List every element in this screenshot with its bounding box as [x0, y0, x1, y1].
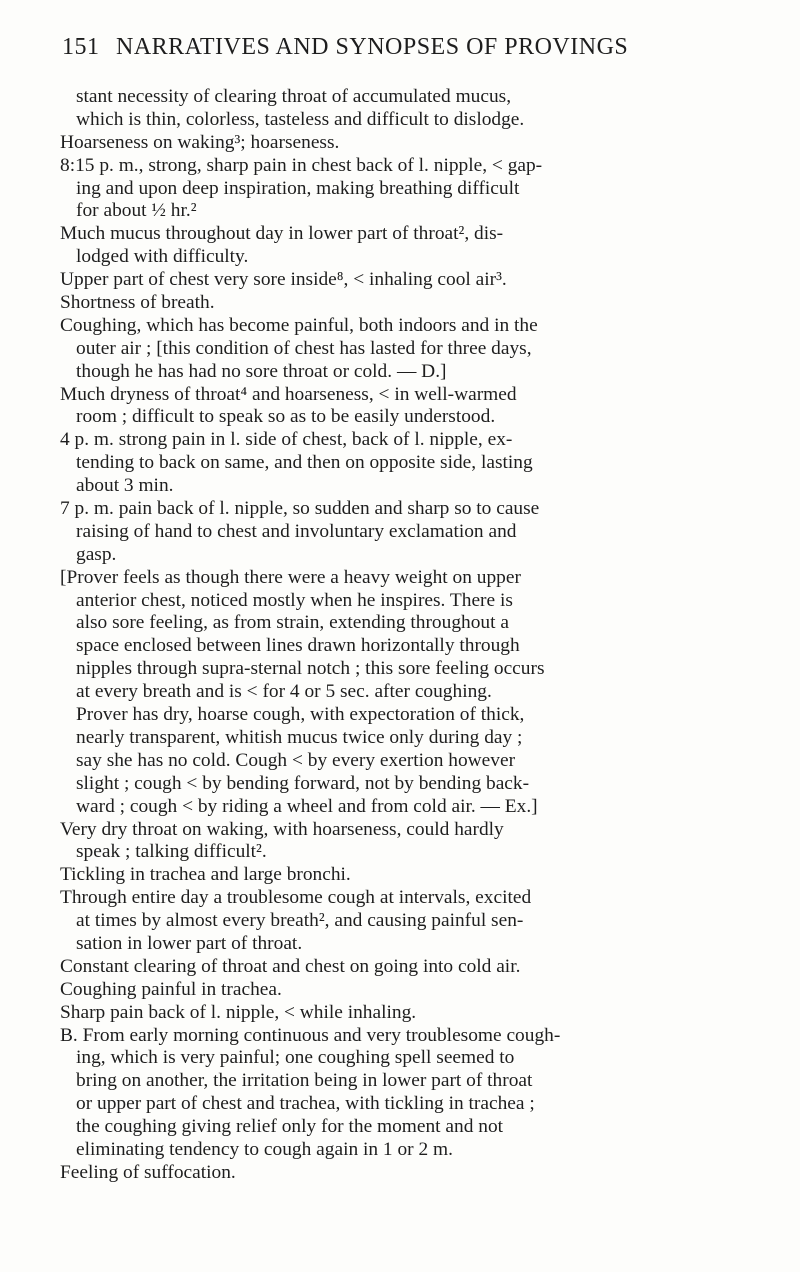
running-header: [62, 34, 762, 61]
text-line: the coughing giving relief only for the moment and not: [76, 1116, 504, 1138]
text-line: Much mucus throughout day in lower part of throat², dis-: [60, 223, 504, 245]
text-line: nearly transparent, whitish mucus twice only during day ;: [76, 726, 523, 748]
text-line: ing and upon deep inspiration, making breathing difficult: [76, 177, 520, 199]
page-number: 151: [62, 34, 100, 60]
text-line: or upper part of chest and trachea, with tickling in trachea ;: [76, 1093, 535, 1115]
text-line: Sharp pain back of l. nipple, < while inhaling.: [60, 1001, 417, 1023]
text-line: Through entire day a troublesome cough at intervals, excited: [60, 887, 532, 909]
text-line: Feeling of suffocation.: [60, 1161, 236, 1183]
text-line: raising of hand to chest and involuntary exclamation and: [76, 520, 517, 542]
text-line: 8:15 p. m., strong, sharp pain in chest back of l. nipple, < gap-: [60, 154, 543, 176]
text-line: anterior chest, noticed mostly when he inspires. There is: [76, 589, 513, 611]
text-line: Upper part of chest very sore inside⁸, < inhaling cool air³.: [60, 269, 507, 291]
text-line: B. From early morning continuous and very troublesome cough-: [60, 1024, 561, 1046]
text-line: gasp.: [76, 543, 117, 565]
text-line: Constant clearing of throat and chest on going into cold air.: [60, 955, 521, 977]
text-line: also sore feeling, as from strain, extending throughout a: [76, 612, 509, 634]
text-line: sation in lower part of throat.: [76, 932, 303, 954]
text-line: bring on another, the irritation being in lower part of throat: [76, 1070, 533, 1092]
text-line: eliminating tendency to cough again in 1 or 2 m.: [76, 1138, 453, 1160]
text-line: Much dryness of throat⁴ and hoarseness, < in well-warmed: [60, 383, 517, 405]
text-line: for about ½ hr.²: [76, 200, 197, 222]
text-line: about 3 min.: [76, 475, 174, 497]
text-line: nipples through supra-sternal notch ; this sore feeling occurs: [76, 658, 545, 680]
text-line: [Prover feels as though there were a heavy weight on upper: [60, 566, 521, 588]
text-line: which is thin, colorless, tasteless and difficult to dislodge.: [76, 108, 525, 130]
text-line: Coughing painful in trachea.: [60, 978, 282, 1000]
text-line: at every breath and is < for 4 or 5 sec. after coughing.: [76, 681, 492, 703]
text-line: 4 p. m. strong pain in l. side of chest, back of l. nipple, ex-: [60, 429, 513, 451]
text-line: space enclosed between lines drawn horizontally through: [76, 635, 520, 657]
text-line: ing, which is very painful; one coughing spell seemed to: [76, 1047, 515, 1069]
text-line: Prover has dry, hoarse cough, with expectoration of thick,: [76, 704, 525, 726]
running-title: NARRATIVES AND SYNOPSES OF PROVINGS: [116, 34, 629, 60]
text-line: ward ; cough < by riding a wheel and from cold air. — Ex.]: [76, 795, 538, 817]
text-line: Shortness of breath.: [60, 292, 215, 314]
text-line: Very dry throat on waking, with hoarseness, could hardly: [60, 818, 504, 840]
text-line: at times by almost every breath², and causing painful sen-: [76, 910, 524, 932]
text-line: stant necessity of clearing throat of accumulated mucus,: [76, 86, 512, 107]
text-line: Hoarseness on waking³; hoarseness.: [60, 131, 340, 153]
body-text: [60, 86, 732, 1185]
text-line: though he has had no sore throat or cold. — D.]: [76, 360, 447, 382]
text-line: room ; difficult to speak so as to be easily understood.: [76, 406, 496, 428]
text-line: lodged with difficulty.: [76, 246, 249, 268]
text-line: slight ; cough < by bending forward, not by bending back-: [76, 772, 530, 794]
text-line: Tickling in trachea and large bronchi.: [60, 864, 351, 886]
text-line: 7 p. m. pain back of l. nipple, so sudden and sharp so to cause: [60, 498, 540, 520]
text-line: speak ; talking difficult².: [76, 841, 267, 863]
text-line: outer air ; [this condition of chest has lasted for three days,: [76, 337, 532, 359]
text-line: tending to back on same, and then on opposite side, lasting: [76, 452, 533, 474]
text-line: say she has no cold. Cough < by every exertion however: [76, 749, 516, 771]
text-line: Coughing, which has become painful, both indoors and in the: [60, 314, 538, 336]
